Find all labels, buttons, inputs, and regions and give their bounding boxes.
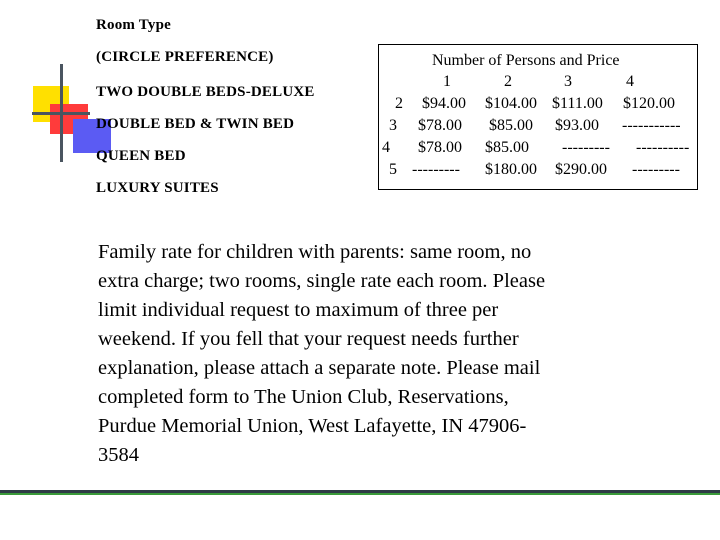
paragraph-line: explanation, please attach a separate note. Please mail — [98, 357, 541, 379]
price-table-header: Number of Persons and Price — [432, 52, 620, 69]
persons-count: 2 — [504, 73, 512, 90]
row-label: 5 — [389, 161, 397, 178]
room-type-option: LUXURY SUITES — [96, 180, 219, 196]
circle-preference-label: (CIRCLE PREFERENCE) — [96, 49, 274, 65]
row-label: 2 — [395, 95, 403, 112]
price-cell: $78.00 — [418, 117, 462, 134]
paragraph-line: limit individual request to maximum of three per — [98, 299, 499, 321]
price-cell: --------- — [412, 161, 460, 178]
price-cell: --------- — [562, 139, 610, 156]
paragraph-line: completed form to The Union Club, Reservations, — [98, 386, 509, 408]
persons-count: 3 — [564, 73, 572, 90]
price-cell: $290.00 — [555, 161, 607, 178]
price-cell: ---------- — [636, 139, 690, 156]
row-label: 3 — [389, 117, 397, 134]
price-cell: $180.00 — [485, 161, 537, 178]
paragraph-line: Family rate for children with parents: same room, no — [98, 241, 532, 263]
paragraph-line: Purdue Memorial Union, West Lafayette, IN 47906- — [98, 415, 527, 437]
price-cell: --------- — [632, 161, 680, 178]
price-cell: $94.00 — [422, 95, 466, 112]
paragraph-line: 3584 — [98, 444, 139, 466]
persons-count: 1 — [443, 73, 451, 90]
price-cell: $85.00 — [489, 117, 533, 134]
price-cell: $78.00 — [418, 139, 462, 156]
room-type-option: QUEEN BED — [96, 148, 186, 164]
price-cell: $93.00 — [555, 117, 599, 134]
family-rate-paragraph — [98, 238, 638, 470]
price-cell: $85.00 — [485, 139, 529, 156]
decor-horizontal-line — [32, 112, 90, 115]
room-type-heading: Room Type — [96, 17, 171, 33]
price-cell: $104.00 — [485, 95, 537, 112]
room-type-option: TWO DOUBLE BEDS-DELUXE — [96, 84, 315, 100]
price-cell: $111.00 — [552, 95, 603, 112]
persons-count: 4 — [626, 73, 634, 90]
row-label: 4 — [382, 139, 390, 156]
paragraph-line: weekend. If you fell that your request needs further — [98, 328, 519, 350]
paragraph-line: extra charge; two rooms, single rate each room. Please — [98, 270, 546, 292]
bottom-accent-line — [0, 493, 720, 495]
room-type-option: DOUBLE BED & TWIN BED — [96, 116, 295, 132]
price-cell: $120.00 — [623, 95, 675, 112]
price-cell: ----------- — [622, 117, 681, 134]
